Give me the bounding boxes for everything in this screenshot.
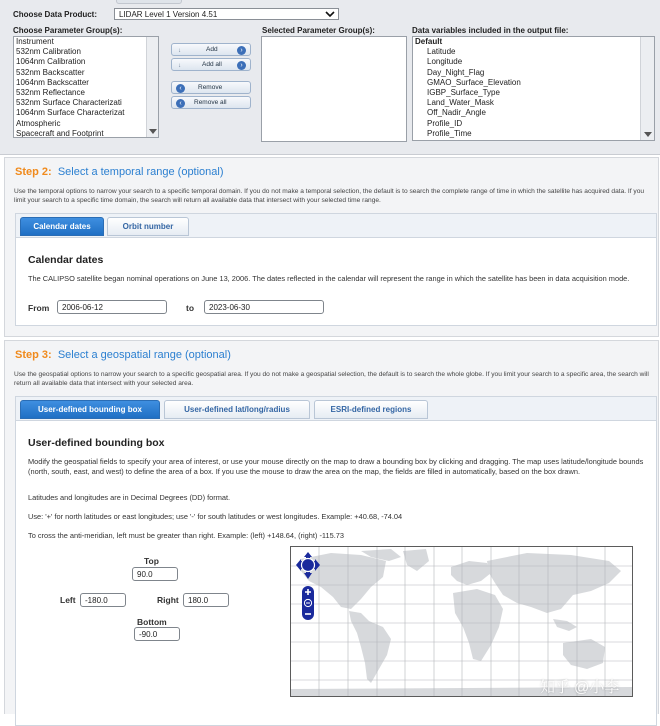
watermark: 知乎 @小李: [540, 679, 620, 696]
tab-calendar-dates[interactable]: Calendar dates: [20, 217, 104, 236]
variable-item[interactable]: Profile_Time: [427, 128, 472, 138]
selected-group-list[interactable]: [261, 36, 407, 142]
variable-item[interactable]: Profile_ID: [427, 118, 463, 128]
tab-esri-defined-regions[interactable]: ESRI-defined regions: [314, 400, 428, 419]
remove-all-button[interactable]: [171, 96, 251, 109]
product-select-value: LIDAR Level 1 Version 4.51: [119, 10, 218, 19]
step2-title-text: Select a temporal range (optional): [57, 166, 224, 178]
step1-panel: [0, 0, 660, 155]
product-label: Choose Data Product:: [13, 10, 98, 19]
param-group-item[interactable]: 532nm Backscatter: [16, 67, 85, 77]
param-group-item[interactable]: 532nm Calibration: [16, 47, 81, 57]
bottom-label: Bottom: [137, 617, 167, 627]
variables-header: Default: [415, 37, 443, 46]
right-input[interactable]: 180.0: [183, 593, 229, 607]
scroll-down-arrow-icon[interactable]: [644, 132, 652, 137]
step3-body-4: To cross the anti-meridian, left must be greater than right. Example: (left) +148.64, (right) -115.73: [28, 531, 344, 540]
arrow-left-icon: ‹: [176, 84, 185, 93]
variable-item[interactable]: Latitude: [427, 47, 456, 57]
dot-icon: ↓: [178, 63, 181, 69]
bottom-input[interactable]: -90.0: [134, 627, 180, 641]
remove-all-button-label: Remove all: [194, 99, 227, 106]
remove-button[interactable]: [171, 81, 251, 94]
param-group-item[interactable]: 532nm Reflectance: [16, 88, 85, 98]
param-group-items: [14, 37, 158, 138]
step2-body: The CALIPSO satellite began nominal operations on June 13, 2006. The dates reflected in the calendar will represent the range in which the satellite has been in data acquisition mode.: [28, 274, 630, 283]
variables-list[interactable]: [412, 36, 655, 141]
step2-description: Use the temporal options to narrow your search to a specific temporal domain. If you do not make a temporal selection, the default is to search the complete range of time in which the satellite has acquired data. If you limit your search to a specific time domain, the search will return all available data that intersect with your selected time range.: [14, 188, 645, 204]
arrow-right-icon: ›: [237, 46, 246, 55]
arrow-left-icon: ‹: [176, 99, 185, 108]
map-zoom-control-icon[interactable]: [302, 586, 314, 620]
product-select[interactable]: [114, 8, 339, 20]
top-tab-stub: [116, 0, 182, 4]
world-map[interactable]: [290, 546, 633, 697]
param-list-scrollbar[interactable]: [146, 37, 158, 137]
remove-button-label: Remove: [198, 84, 223, 91]
map-pan-control-icon[interactable]: [295, 551, 321, 581]
dot-icon: ↓: [178, 48, 181, 54]
tab-user-defined-bounding-box[interactable]: User-defined bounding box: [20, 400, 160, 419]
tab-orbit-number[interactable]: Orbit number: [107, 217, 189, 236]
arrow-right-icon: ›: [237, 61, 246, 70]
step3-body-2: Latitudes and longitudes are in Decimal Degrees (DD) format.: [28, 493, 231, 502]
param-group-item[interactable]: Instrument: [16, 37, 54, 46]
step2-title: [15, 166, 224, 178]
left-label: Left: [60, 595, 76, 605]
to-date-input[interactable]: 2023-06-30: [204, 300, 324, 314]
top-label: Top: [144, 556, 159, 566]
step3-section-title: User-defined bounding box: [28, 437, 165, 449]
add-button[interactable]: [171, 43, 251, 56]
step3-title: [15, 349, 231, 361]
from-label: From: [28, 303, 50, 313]
step2-tabstrip: [16, 214, 656, 238]
scroll-down-arrow-icon[interactable]: [149, 129, 157, 134]
variables-scrollbar[interactable]: [640, 37, 654, 140]
param-group-item[interactable]: Spacecraft and Footprint: [16, 128, 104, 138]
param-group-item[interactable]: Atmospheric: [16, 118, 61, 128]
param-group-item[interactable]: 532nm Surface Characterizati: [16, 98, 122, 108]
param-group-label: Choose Parameter Group(s):: [13, 26, 123, 35]
variable-item[interactable]: Longitude: [427, 57, 463, 67]
add-all-button[interactable]: [171, 58, 251, 71]
param-group-item[interactable]: 1064nm Calibration: [16, 57, 86, 67]
to-label: to: [186, 303, 195, 313]
top-input[interactable]: 90.0: [132, 567, 178, 581]
step3-body-1: Modify the geospatial fields to specify your area of interest, or use your mouse directly on the map to draw a bounding box by clicking and dragging. The map uses latitude/longitude bounds (north, south, east, and west) to define the area of a box. If you use the mouse to draw the area on the map, the fields are filled in automatically, based on the box drawn.: [28, 457, 644, 476]
param-group-list[interactable]: [13, 36, 159, 138]
step2-panel: [4, 157, 659, 337]
step3-number: Step 3:: [15, 349, 52, 361]
chevron-down-icon: [325, 9, 335, 19]
variable-item[interactable]: Land_Water_Mask: [427, 98, 494, 108]
variable-item[interactable]: GMAO_Surface_Elevation: [427, 77, 521, 87]
step2-section-title: Calendar dates: [28, 254, 104, 266]
variables-label: Data variables included in the output file:: [412, 26, 569, 35]
left-input[interactable]: -180.0: [80, 593, 126, 607]
param-group-item[interactable]: 1064nm Backscatter: [16, 77, 89, 87]
step3-description: Use the geospatial options to narrow your search to a specific geospatial area. If you do not make a geospatial selection, the default is to search the whole globe. If you limit your search to a specific area, the search will return all available data that intersect with your selected area.: [14, 371, 649, 387]
variable-item[interactable]: Off_Nadir_Angle: [427, 108, 486, 118]
add-button-label: Add: [206, 46, 218, 53]
param-group-item[interactable]: 1064nm Surface Characterizat: [16, 108, 125, 118]
step3-tabstrip: [16, 397, 656, 421]
add-all-button-label: Add all: [202, 61, 222, 68]
variable-item[interactable]: Day_Night_Flag: [427, 67, 485, 77]
step2-tabbox: [15, 213, 657, 326]
from-date-input[interactable]: 2006-06-12: [57, 300, 167, 314]
step2-number: Step 2:: [15, 166, 52, 178]
step3-body-3: Use: '+' for north latitudes or east longitudes; use '-' for south latitudes or west longitudes. Example: +40.68, -74.04: [28, 512, 403, 521]
right-label: Right: [157, 595, 179, 605]
variables-items: [413, 47, 654, 139]
world-map-graphic: [291, 547, 633, 697]
selected-label: Selected Parameter Group(s):: [262, 26, 375, 35]
tab-user-defined-lat-long-radius[interactable]: User-defined lat/long/radius: [164, 400, 310, 419]
variable-item[interactable]: IGBP_Surface_Type: [427, 88, 500, 98]
step3-title-text: Select a geospatial range (optional): [57, 349, 231, 361]
